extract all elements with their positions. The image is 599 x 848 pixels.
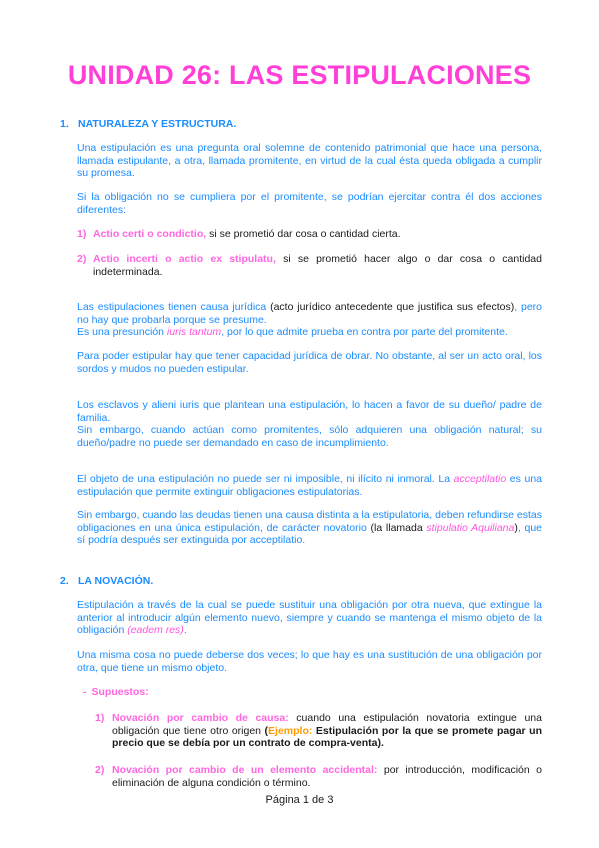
- item-number: 1): [95, 712, 105, 724]
- text-run: ): [514, 521, 518, 534]
- paragraph: Una misma cosa no puede deberse dos veces; lo que hay es una sustitución de una obligación por otra, que tiene un mismo objeto.: [77, 649, 542, 674]
- paragraph: [77, 599, 542, 637]
- text-run: (: [264, 724, 269, 737]
- text-run: , que sí podría después ser extinguida por acceptilatio.: [77, 521, 543, 547]
- paragraph: [77, 473, 542, 498]
- term: Novación por cambio de un elemento accidental:: [112, 764, 378, 776]
- term: Actio certi o condictio,: [93, 228, 207, 240]
- term: Actio incerti o actio ex stipulatu,: [93, 253, 276, 265]
- paragraph: [77, 399, 542, 449]
- section-number: 1.: [60, 118, 69, 130]
- section-2-heading: [60, 575, 153, 587]
- paragraph: Una estipulación es una pregunta oral solemne de contenido patrimonial que hace una persona, llamada estipulante, a otra, llamada promitente, en virtud de la cual ésta queda obligada a cumplir su promesa.: [77, 142, 542, 180]
- text-run: stipulatio Aquiliana: [426, 521, 515, 534]
- document-title: UNIDAD 26: LAS ESTIPULACIONES: [67, 60, 532, 90]
- text-run: Sin embargo, cuando las deudas tienen una causa distinta a la estipulatoria, deben refundirse estas obligaciones en una única estipulación, de carácter novatorio: [77, 509, 542, 534]
- text-run: Los esclavos y alieni iuris que plantean una estipulación, lo hacen a favor de su dueño/ padre de familia.: [77, 399, 542, 424]
- paragraph: Para poder estipular hay que tener capacidad jurídica de obrar. No obstante, al ser un acto oral, los sordos y mudos no pueden estipular.: [77, 350, 542, 375]
- paragraph: [77, 509, 542, 547]
- section-number: 2.: [60, 575, 69, 587]
- text-run: (eadem res): [127, 624, 184, 637]
- text-run: es una estipulación que permite extinguir obligaciones estipulatorias.: [77, 473, 542, 498]
- item-text: si se prometió hacer algo o dar cosa o cantidad indeterminada.: [93, 253, 542, 278]
- example-label: Ejemplo:: [268, 724, 313, 737]
- list-item: [95, 712, 542, 750]
- text-run: (acto jurídico antecedente que justifica sus efectos): [270, 301, 515, 313]
- list-item: [77, 228, 542, 241]
- bullet-heading: [83, 686, 149, 698]
- paragraph: Si la obligación no se cumpliera por el promitente, se podrían ejercitar contra él dos acciones diferentes:: [77, 191, 542, 216]
- text-run: .: [183, 624, 187, 637]
- text-run: iuris tantum: [166, 326, 222, 339]
- text-run: , por lo que admite prueba en contra por parte del promitente.: [221, 326, 508, 339]
- section-title: LA NOVACIÓN.: [78, 575, 154, 587]
- list-item: [77, 253, 542, 278]
- text-run: Es una presunción: [77, 326, 167, 339]
- item-text: si se prometió dar cosa o cantidad cierta.: [206, 228, 401, 240]
- text-run: , pero no hay que probarla porque se presume.: [77, 301, 542, 326]
- item-number: 1): [77, 228, 87, 240]
- item-text: por introducción, modificación o eliminación de alguna condición o término.: [112, 764, 542, 789]
- text-run: (la llamada: [370, 521, 427, 534]
- text-run: Estipulación a través de la cual se puede sustituir una obligación por otra nueva, que extingue la anterior al introducir algún elemento nuevo, siempre y cuando se mantenga el mismo objeto de la obligación: [77, 599, 542, 637]
- section-title: NATURALEZA Y ESTRUCTURA.: [78, 118, 237, 130]
- item-number: 2): [77, 253, 87, 265]
- example-text: Estipulación por la que se promete pagar un precio que se debía por un contrato de compra-venta).: [112, 724, 542, 750]
- item-number: 2): [95, 764, 105, 776]
- paragraph: [77, 301, 542, 339]
- term: Novación por cambio de causa:: [112, 712, 289, 724]
- bullet-mark: -: [83, 686, 87, 698]
- text-run: El objeto de una estipulación no puede ser ni imposible, ni ilícito ni inmoral. La: [77, 473, 454, 485]
- text-run: Las estipulaciones tienen causa jurídica: [77, 301, 271, 313]
- list-item: [95, 764, 542, 789]
- item-text: cuando una estipulación novatoria extingue una obligación que tiene otro origen: [112, 712, 542, 737]
- text-run: acceptilatio: [453, 473, 507, 485]
- page-footer: Página 1 de 3: [265, 794, 334, 806]
- section-1-heading: [60, 118, 236, 130]
- bullet-label: Supuestos:: [91, 686, 149, 698]
- text-run: Sin embargo, cuando actúan como promitentes, sólo adquieren una obligación natural; su dueño/padre no puede ser demandado en caso de incumplimiento.: [77, 424, 542, 449]
